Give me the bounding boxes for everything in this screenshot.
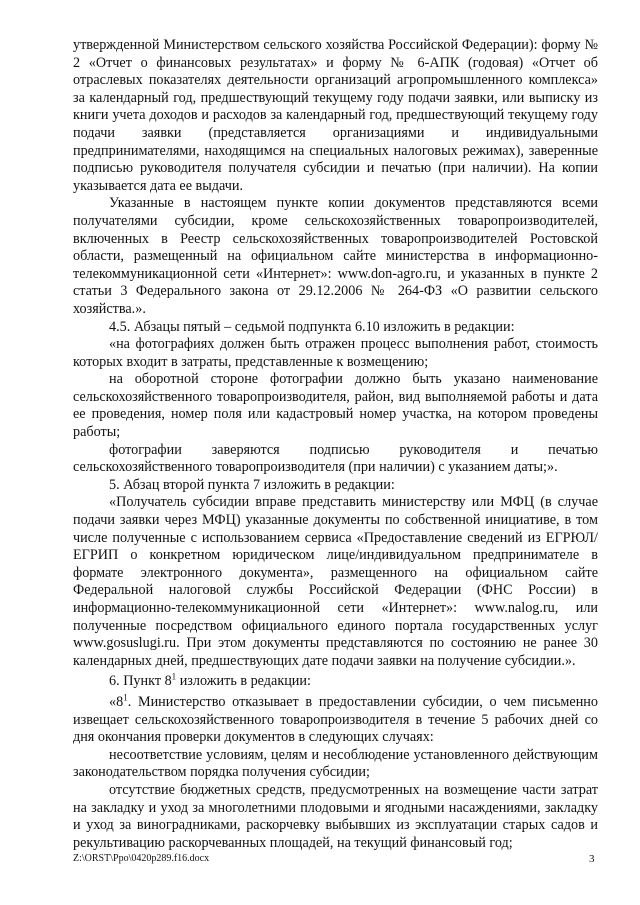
paragraph-copies-note: Указанные в настоящем пункте копии документов представляются всеми получателями субсидии, кроме сельскохозяйственных товаропроизводителей, включенных в Реестр сельскохозяйственных товаропроизводителей Ростовской области, размещенный на официальном сайте министерства в информационно-телекоммуникационной сети «Интернет»: www.don-agro.ru, и указанных в пункте 2 статьи 3 Федерального закона от 29.12.2006 № 264-ФЗ «О развитии сельского хозяйства.». bbox=[73, 195, 598, 317]
paragraph-refusal-no-funds: отсутствие бюджетных средств, предусмотренных на возмещение части затрат на закладку и уход за многолетними плодовыми и ягодными насаждениями, закладку и уход за виноградниками, раскорчевку выбывших из эксплуатации старых садов и рекультивацию раскорчеванных площадей, на текущий финансовый год; bbox=[73, 781, 598, 851]
page-number: 3 bbox=[589, 853, 595, 865]
paragraph-refusal-noncompliance: несоответствие условиям, целям и несоблюдение установленного действующим законодательством порядка получения субсидии; bbox=[73, 746, 598, 781]
paragraph-recipient-right: «Получатель субсидии вправе представить министерству или МФЦ (в случае подачи заявки через МФЦ) указанные документы по собственной инициативе, в том числе полученные с использованием сервиса «Предоставление сведений из ЕГРЮЛ/ЕГРИП о конкретном юридическом лице/индивидуальном предпринимателе в формате электронного документа», размещенного на официальном сайте Федеральной налоговой службы Российской Федерации (ФНС России) в информационно-телекоммуникационной сети «Интернет»: www.nalog.ru, или полученные посредством официального единого портала государственных услуг www.gosuslugi.ru. При этом документы представляются по состоянию не ранее 30 календарных дней, предшествующих дате подачи заявки на получение субсидии.». bbox=[73, 494, 598, 669]
paragraph-photo-reverse: на оборотной стороне фотографии должно быть указано наименование сельскохозяйственного товаропроизводителя, район, вид выполняемой работы и дата ее проведения, номер поля или кадастровый номер участка, на котором проведены работы; bbox=[73, 371, 598, 441]
paragraph-amendment-6: 6. Пункт $8^1$ изложить в редакции: bbox=[109, 671, 311, 690]
paragraph-reporting-forms: утвержденной Министерством сельского хозяйства Российской Федерации): форму № 2 «Отчет о финансовых результатах» и форму № 6-АПК (годовая) «Отчет об отраслевых показателях деятельности организаций агропромышленного комплекса» за календарный год, предшествующий текущему году подачи заявки, или выписку из книги учета доходов и расходов за календарный год, предшествующий текущему году подачи заявки (представляется организациями и индивидуальными предпринимателями, находящимся на специальных налоговых режимах), заверенные подписью руководителя получателя субсидии и печатью (при наличии). На копии указывается дата ее выдачи. bbox=[73, 37, 598, 194]
document-body bbox=[73, 37, 598, 852]
paragraph-amendment-5: 5. Абзац второй пункта 7 изложить в редакции: bbox=[109, 476, 395, 493]
paragraph-photo-certification: фотографии заверяются подписью руководителя и печатью сельскохозяйственного товаропроизводителя (при наличии) с указанием даты;». bbox=[73, 441, 598, 476]
paragraph-amendment-4-5: 4.5. Абзацы пятый – седьмой подпункта 6.10 изложить в редакции: bbox=[109, 318, 515, 335]
paragraph-photo-process: «на фотографиях должен быть отражен процесс выполнения работ, стоимость которых входит в затраты, представленные к возмещению; bbox=[73, 336, 598, 370]
footer-file-path: Z:\ORST\Ppo\0420p289.f16.docx bbox=[73, 853, 210, 864]
paragraph-refusal-intro: «$8^1$. Министерство отказывает в предоставлении субсидии, о чем письменно извещает сельскохозяйственного товаропроизводителя в течение 5 рабочих дней со дня окончания проверки документов в следующих случаях: bbox=[73, 692, 598, 746]
